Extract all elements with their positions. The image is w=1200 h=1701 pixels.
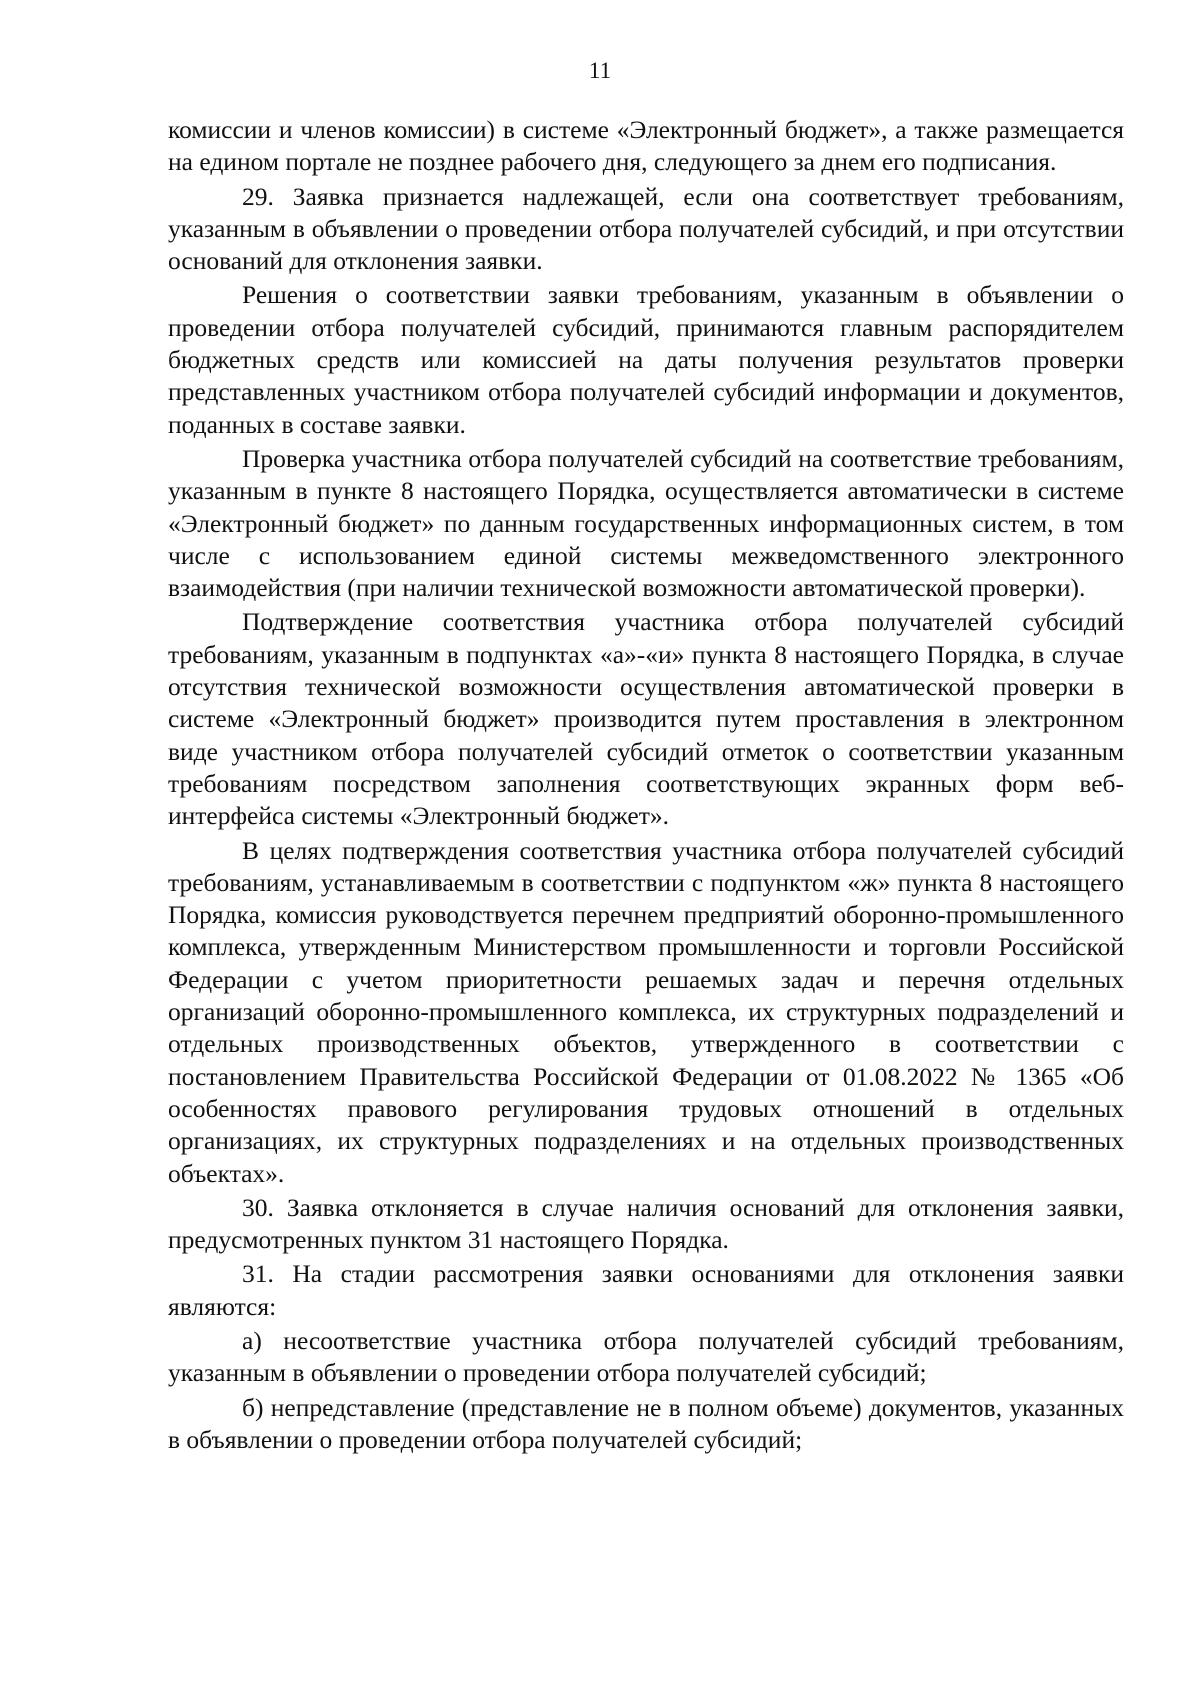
paragraph-decisions: Решения о соответствии заявки требованиям, указанным в объявлении о проведении отбора получателей субсидий, принимаются главным распорядителем бюджетных средств или комиссией на даты получения результатов проверки представленных участником отбора получателей субсидий информации и документов, поданных в составе заявки. — [168, 280, 1124, 439]
paragraph-continuation: комиссии и членов комиссии) в системе «Электронный бюджет», а также размещается на едином портале не позднее рабочего дня, следующего за днем его подписания. — [168, 115, 1124, 177]
document-body — [168, 114, 1124, 1456]
paragraph-31-a: а) несоответствие участника отбора получателей субсидий требованиям, указанным в объявлении о проведении отбора получателей субсидий; — [168, 1325, 1124, 1388]
paragraph-confirmation: Подтверждение соответствия участника отбора получателей субсидий требованиям, указанным в подпунктах «а»-«и» пункта 8 настоящего Порядка, в случае отсутствия технической возможности осуществления автоматической проверки в системе «Электронный бюджет» производится путем проставления в электронном виде участником отбора получателей субсидий отметок о соответствии указанным требованиям посредством заполнения соответствующих экранных форм веб-интерфейса системы «Электронный бюджет». — [168, 607, 1124, 831]
paragraph-31-b: б) непредставление (представление не в полном объеме) документов, указанных в объявлении о проведении отбора получателей субсидий; — [168, 1392, 1124, 1454]
page-number: 11 — [588, 58, 612, 83]
paragraph-31: 31. На стадии рассмотрения заявки основаниями для отклонения заявки являются: — [168, 1259, 1124, 1321]
paragraph-30: 30. Заявка отклоняется в случае наличия оснований для отклонения заявки, предусмотренных пунктом 31 настоящего Порядка. — [168, 1192, 1124, 1255]
paragraph-verification: Проверка участника отбора получателей субсидий на соответствие требованиям, указанным в пункте 8 настоящего Порядка, осуществляется автоматически в системе «Электронный бюджет» по данным государственных информационных систем, в том числе с использованием единой системы межведомственного электронного взаимодействия (при наличии технической возможности автоматической проверки). — [168, 443, 1124, 603]
paragraph-29: 29. Заявка признается надлежащей, если она соответствует требованиям, указанным в объявлении о проведении отбора получателей субсидий, и при отсутствии оснований для отклонения заявки. — [168, 181, 1124, 276]
paragraph-defense-industry: В целях подтверждения соответствия участника отбора получателей субсидий требованиям, устанавливаемым в соответствии с подпунктом «ж» пункта 8 настоящего Порядка, комиссия руководствуется перечнем предприятий оборонно-промышленного комплекса, утвержденным Министерством промышленности и торговли Российской Федерации с учетом приоритетности решаемых задач и перечня отдельных организаций оборонно-промышленного комплекса, их структурных подразделений и отдельных производственных объектов, утвержденного в соответствии с постановлением Правительства Российской Федерации от 01.08.2022 № 1365 «Об особенностях правового регулирования трудовых отношений в отдельных организациях, их структурных подразделениях и на отдельных производственных объектах». — [168, 835, 1124, 1188]
